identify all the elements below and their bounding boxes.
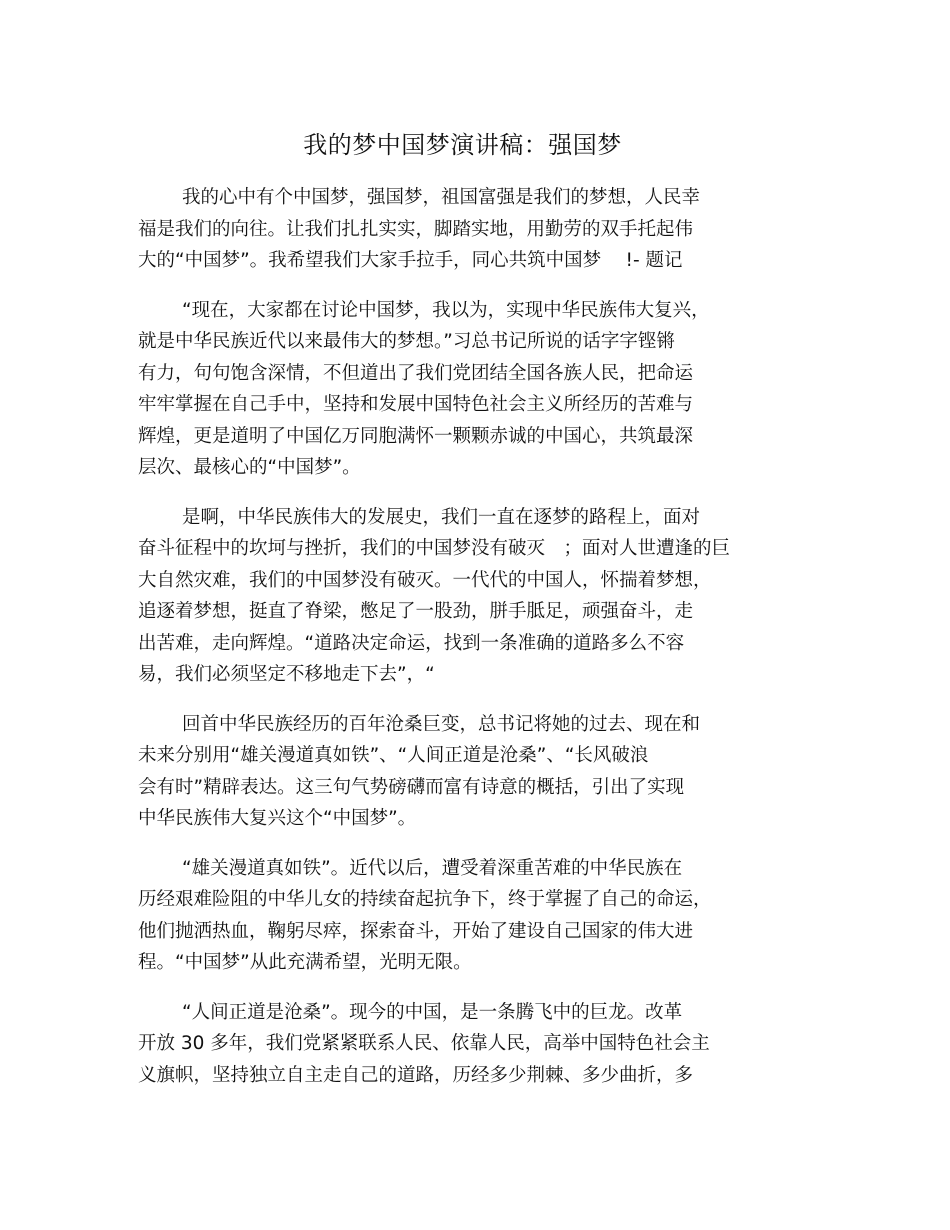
document-title: 我的梦中国梦演讲稿：强国梦 (303, 131, 622, 159)
paragraph-line: 会有时”精辟表达。这三句气势磅礴而富有诗意的概括，引出了实现 (138, 776, 685, 798)
paragraph-line: 历经艰难险阻的中华儿女的持续奋起抗争下，终于掌握了自己的命运， (138, 889, 712, 910)
paragraph-line: 程。“中国梦”从此充满希望，光明无限。 (138, 952, 472, 973)
paragraph-line: 他们抛洒热血，鞠躬尽瘁，探索奋斗，开始了建设自己国家的伟大进 (138, 920, 694, 942)
paragraph (138, 709, 798, 835)
paragraph-line: 层次、最核心的“中国梦”。 (138, 457, 361, 478)
paragraph-line: 就是中华民族近代以来最伟大的梦想。”习总书记所说的话字字铿锵 (138, 331, 675, 352)
paragraph-line: “人间正道是沧桑”。现今的中国，是一条腾飞中的巨龙。改革 (182, 1001, 683, 1023)
paragraph-line: “雄关漫道真如铁”。近代以后，遭受着深重苦难的中华民族在 (182, 857, 683, 879)
paragraph-line: 是啊，中华民族伟大的发展史，我们一直在逐梦的路程上，面对 (182, 506, 701, 528)
paragraph-line: “现在，大家都在讨论中国梦，我以为，实现中华民族伟大复兴， (182, 299, 710, 321)
paragraph-line: 追逐着梦想，挺直了脊梁，憋足了一股劲，胼手胝足，顽强奋斗，走 (138, 601, 694, 622)
paragraph-line: 大自然灾难，我们的中国梦没有破灭。一代代的中国人，怀揣着梦想， (138, 569, 712, 591)
paragraph-line: 福是我们的向往。让我们扎扎实实，脚踏实地，用勤劳的双手托起伟 (138, 218, 694, 240)
paragraph (138, 997, 798, 1092)
paragraph-line: 我的心中有个中国梦，强国梦，祖国富强是我们的梦想，人民幸 (182, 187, 701, 208)
paragraph-line: 开放 30 多年，我们党紧紧联系人民、依靠人民，高举中国特色社会主 (138, 1033, 710, 1054)
paragraph (138, 502, 798, 691)
paragraph-line: 大的“中国梦”。我希望我们大家手拉手，同心共筑中国梦 !- 题记 (138, 250, 683, 271)
paragraph-line: 中华民族伟大复兴这个“中国梦”。 (138, 808, 417, 829)
paragraph-line: 牢牢掌握在自己手中，坚持和发展中国特色社会主义所经历的苦难与 (138, 394, 694, 415)
document-body (138, 182, 798, 1109)
paragraph-line: 出苦难，走向辉煌。“道路决定命运，找到一条准确的道路多么不容 (138, 632, 685, 654)
paragraph-line: 有力，句句饱含深情，不但道出了我们党团结全国各族人民，把命运 (138, 362, 694, 384)
paragraph-line: 奋斗征程中的坎坷与挫折，我们的中国梦没有破灭 ；面对人世遭逢的巨 (138, 538, 731, 559)
paragraph (138, 295, 798, 484)
paragraph-line: 义旗帜，坚持独立自主走自己的道路，历经多少荆棘、多少曲折，多 (138, 1064, 694, 1086)
paragraph-line: 易，我们必须坚定不移地走下去”，“ (138, 664, 435, 685)
paragraph-line: 回首中华民族经历的百年沧桑巨变，总书记将她的过去、现在和 (182, 713, 701, 735)
paragraph (138, 182, 798, 277)
paragraph (138, 853, 798, 979)
paragraph-line: 未来分别用“雄关漫道真如铁”、“人间正道是沧桑”、“长风破浪 (138, 745, 649, 766)
paragraph-line: 辉煌，更是道明了中国亿万同胞满怀一颗颗赤诚的中国心，共筑最深 (138, 425, 694, 447)
